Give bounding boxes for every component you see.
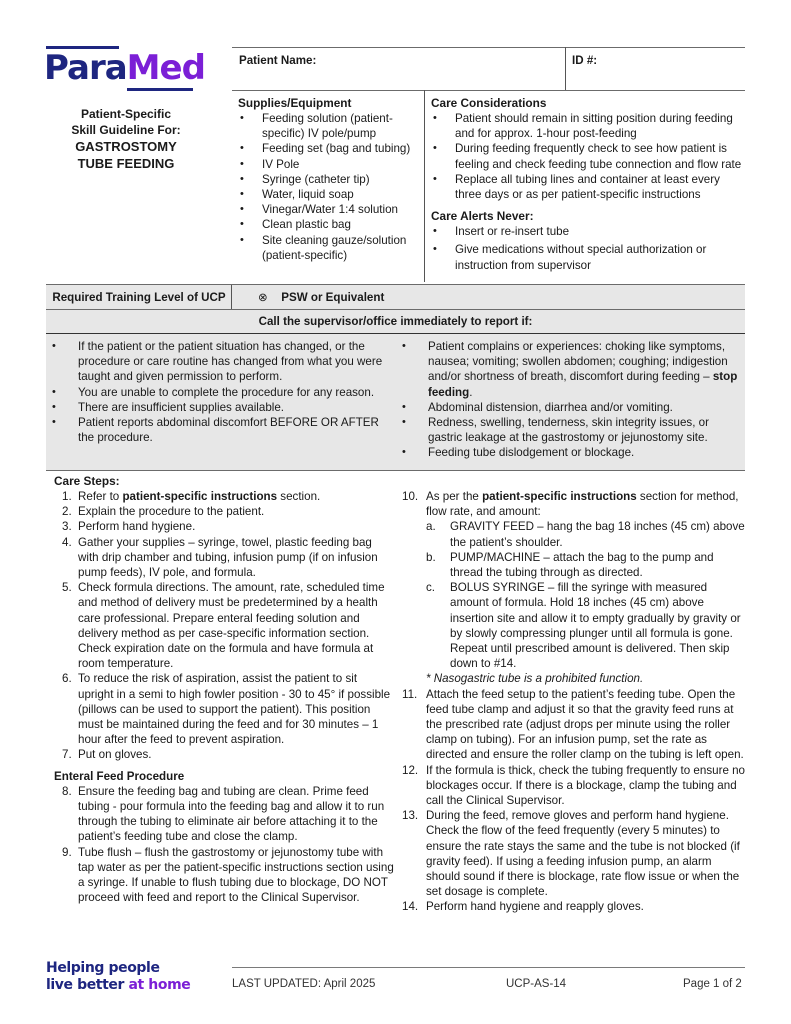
step-10b: b. PUMP/MACHINE – attach the bag to the pump and thread the tubing through as directed.: [426, 550, 714, 580]
step-9: 9. Tube flush – flush the gastrostomy or jejunostomy tube with tap water as per the patient-specific instructions section using a syringe. If unable to flush tubing due to blockage, DO NOT proceed with feed and report to the Clinical Supervisor.: [62, 845, 394, 905]
list-item: • Feeding set (bag and tubing): [238, 141, 423, 156]
page-number: Page 1 of 2: [683, 978, 742, 990]
list-item: • Redness, swelling, tenderness, skin integrity issues, or gastric leakage at the gastrostomy or jejunostomy site.: [400, 415, 745, 445]
list-item: • Abdominal distension, diarrhea and/or vomiting.: [400, 400, 745, 415]
step-8: 8. Ensure the feeding bag and tubing are clean. Prime feed tubing - pour formula into the feeding bag and allow it to run through the tubing to eliminate air before attaching it to the patient’s feeding tube and close the clamp.: [62, 784, 385, 844]
training-bottom-rule: [46, 309, 745, 310]
step-10: 10. As per the patient-specific instructions section for method, flow rate, and amount: a. GRAVITY FEED – hang the bag 18 inches (45 cm) above the patient’s shoulder. b. PUMP/MACHINE – attach the bag to the pump and thread the tubing through as directed. c. BOLUS SYRINGE – fill the syringe with measured amount of formula. Hold 18 inches (45 cm) above insertion site and allow it to empty gradually by gravity or by slowly compressing plunger until all formula is gone. Repeat until prescribed amount is delivered. Then skip down to #14. * Nasogastric tube is a prohibited function.: [402, 489, 747, 687]
list-item: • IV Pole: [238, 157, 423, 172]
header-top-rule: [232, 47, 745, 48]
patient-name-label: Patient Name:: [239, 54, 317, 67]
training-level-value: ⊗ PSW or Equivalent: [258, 291, 385, 304]
paramed-logo: [44, 46, 205, 90]
care-steps-left: [54, 474, 394, 905]
report-list-right: [400, 339, 745, 461]
list-item: • Patient should remain in sitting position during feeding and for approx. 1-hour post-feeding: [431, 111, 743, 141]
report-bottom-rule: [46, 470, 745, 471]
list-item: • If the patient or the patient situation has changed, or the procedure or care routine has changed from what you were taught and given permission to perform.: [50, 339, 390, 385]
supplies-list: [238, 111, 423, 263]
care-considerations-heading: Care Considerations: [431, 96, 547, 110]
step-12: 12. If the formula is thick, check the tubing frequently to ensure no blockages occur. If there is a blockage, clamp the tubing and call the Clinical Supervisor.: [402, 763, 746, 808]
care-alerts-list: [431, 224, 743, 273]
list-item: • During feeding frequently check to see how patient is feeling and check feeding tube connection and flow rate: [431, 141, 743, 171]
supplies-section: [238, 96, 423, 263]
list-item: • Vinegar/Water 1:4 solution: [238, 202, 423, 217]
last-updated: LAST UPDATED: April 2025: [232, 978, 376, 990]
nasogastric-note: * Nasogastric tube is a prohibited function.: [426, 672, 644, 686]
care-considerations-list: [431, 111, 743, 202]
list-item: • Patient complains or experiences: choking like symptoms, nausea; vomiting; swollen abdomen; coughing; indigestion and/or shortness of breath, discomfort during feeding – stop feeding.: [400, 339, 745, 400]
circled-times-icon: ⊗: [258, 291, 268, 304]
training-top-rule: [46, 284, 745, 285]
step-11: 11. Attach the feed setup to the patient’s feeding tube. Open the feed tube clamp and adjust it so that the gravity feed runs at the prescribed rate (adjust drops per minute using the roller clamp on tubing). For an infusion pump, set the rate as directed and ensure the roller clamp on the tubing is left open.: [402, 687, 744, 762]
report-list-left: [50, 339, 390, 445]
step-10a: a. GRAVITY FEED – hang the bag 18 inches (45 cm) above the patient’s shoulder.: [426, 520, 745, 549]
list-item: • Feeding tube dislodgement or blockage.: [400, 445, 745, 460]
list-item: • You are unable to complete the procedure for any reason.: [50, 385, 390, 400]
id-divider: [565, 47, 566, 90]
document-code: UCP-AS-14: [506, 978, 567, 990]
training-level-label: Required Training Level of UCP: [52, 291, 226, 304]
enteral-feed-heading: Enteral Feed Procedure: [54, 769, 185, 783]
step-4: 4. Gather your supplies – syringe, towel, plastic feeding bag with drip chamber and tubing, infusion pump (if on infusion pump feeds), IV pole, and formula.: [62, 535, 378, 580]
supplies-heading: Supplies/Equipment: [238, 96, 352, 110]
list-item: • Site cleaning gauze/solution (patient-specific): [238, 233, 423, 263]
list-item: • Insert or re-insert tube: [431, 224, 743, 239]
report-heading: Call the supervisor/office immediately to report if:: [258, 315, 533, 328]
footer-tagline: Helping people live better at home: [46, 960, 191, 993]
supplies-care-divider: [424, 90, 425, 282]
step-3: 3. Perform hand hygiene.: [62, 520, 196, 534]
step-2: 2. Explain the procedure to the patient.: [62, 505, 265, 519]
step-1: 1. Refer to patient-specific instructions section.: [62, 490, 321, 503]
step-14: 14. Perform hand hygiene and reapply gloves.: [402, 900, 644, 914]
footer-rule: [232, 967, 745, 968]
id-label: ID #:: [572, 54, 598, 67]
step-5: 5. Check formula directions. The amount, rate, scheduled time and method of delivery must be predetermined by a health care professional. Prepare enteral feeding solution and delivery method as per case-specific information section. Check expiration date on the formula and have formula at room temperature.: [62, 581, 385, 671]
care-considerations-section: [431, 96, 743, 273]
list-item: • Clean plastic bag: [238, 217, 423, 232]
id-field[interactable]: [605, 52, 740, 84]
list-item: • There are insufficient supplies available.: [50, 400, 390, 415]
list-item: • Replace all tubing lines and container at least every three days or as per patient-specific instructions: [431, 172, 743, 202]
step-7: 7. Put on gloves.: [62, 748, 152, 762]
step-13: 13. During the feed, remove gloves and perform hand hygiene. Check the flow of the feed frequently (every 5 minutes) to ensure the rate stays the same and the tube is not blocked (if gravity feed). If using a feeding infusion pump, an alarm should sound if there is blockage, rate flow issue or when the set dosage is complete.: [402, 809, 740, 899]
list-item: • Give medications without special authorization or instruction from supervisor: [431, 242, 743, 272]
care-steps-heading: Care Steps:: [54, 474, 120, 488]
care-alerts-heading: Care Alerts Never:: [431, 209, 534, 224]
header-mid-rule: [232, 90, 745, 91]
list-item: • Water, liquid soap: [238, 187, 423, 202]
patient-name-field[interactable]: [330, 52, 560, 84]
skill-title: Patient-Specific Skill Guideline For: GASTROSTOMY TUBE FEEDING: [71, 107, 181, 171]
report-heading-rule: [46, 333, 745, 334]
care-steps-right: [402, 489, 747, 915]
logo-bar-bottom: [127, 88, 193, 91]
step-6: 6. To reduce the risk of aspiration, assist the patient to sit upright in a semi to high fowler position - 30 to 45° if possible (pillows can be used to support the patient). This position must be maintained during the feed and for 30 minutes – 1 hour after the feed to prevent aspiration.: [62, 672, 391, 747]
list-item: • Feeding solution (patient-specific) IV pole/pump: [238, 111, 423, 141]
list-item: • Syringe (catheter tip): [238, 172, 423, 187]
list-item: • Patient reports abdominal discomfort BEFORE OR AFTER the procedure.: [50, 415, 390, 445]
logo-wordmark: ParaMed: [44, 48, 205, 88]
step-10c: c. BOLUS SYRINGE – fill the syringe with measured amount of formula. Hold 18 inches (45 cm) above insertion site and allow it to empty gradually by gravity or by slowly compressing plunger until all formula is gone. Repeat until prescribed amount is delivered. Then skip down to #14.: [426, 581, 741, 671]
